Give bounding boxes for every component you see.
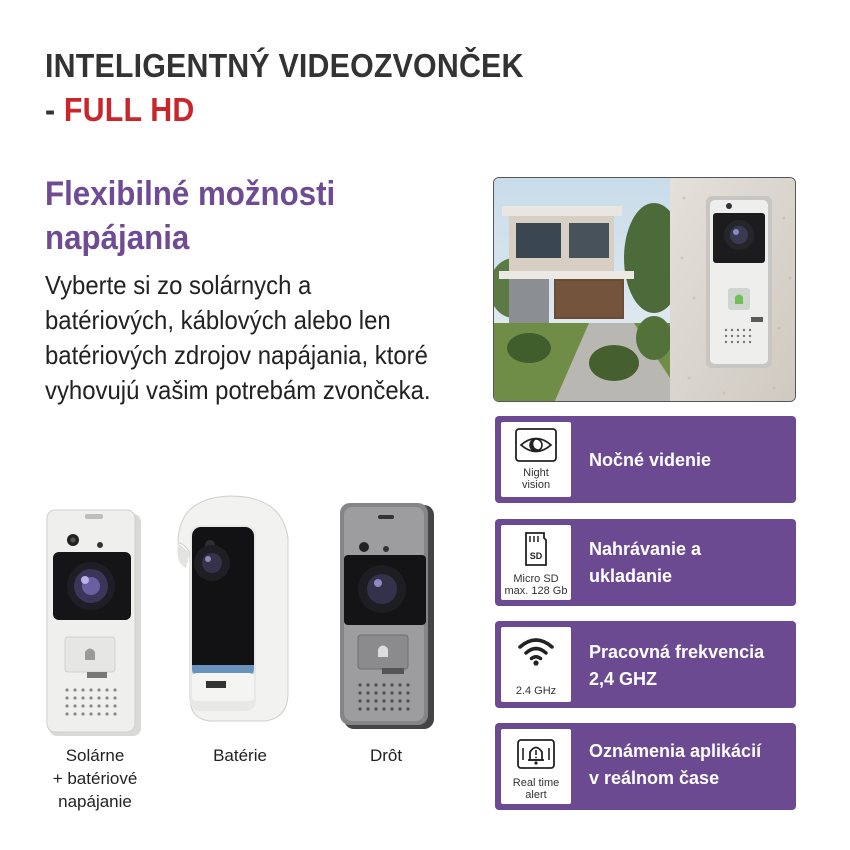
feature-label (589, 639, 764, 693)
feature-label (589, 738, 761, 792)
device-caption-line: napájanie (58, 792, 132, 811)
icon-caption-line: Real time (512, 777, 560, 789)
house-doorbell-photo (493, 177, 796, 402)
title-accent: FULL HD (63, 91, 195, 128)
feature-label (589, 447, 711, 474)
section-heading: Flexibilné možnosti napájania (45, 175, 336, 257)
feature-label-line: v reálnom čase (589, 768, 720, 788)
title-line-2 (45, 88, 524, 132)
doorbell-battery-device (170, 493, 295, 738)
feature-label-line: Oznámenia aplikácií (589, 741, 762, 761)
page-title (45, 44, 524, 132)
feature-label-line: Nočné videnie (589, 450, 712, 470)
device-caption-line: + batériové (52, 769, 138, 788)
title-line-1: INTELIGENTNÝ VIDEOZVONČEK (45, 47, 524, 84)
icon-caption-line: Micro SD (513, 573, 559, 585)
feature-micro-sd (495, 519, 796, 606)
feature-label-line: Nahrávanie a (589, 539, 702, 559)
wifi-icon (515, 633, 557, 669)
feature-icon-box (501, 525, 571, 600)
icon-caption (501, 685, 571, 697)
sd-card-icon (515, 531, 557, 567)
svg-text:SD: SD (529, 551, 543, 561)
device-caption-line: Batérie (213, 746, 267, 765)
feature-icon-box (501, 627, 571, 702)
doorbell-solar-device (45, 502, 145, 742)
feature-real-time-alert (495, 723, 796, 810)
feature-night-vision (495, 416, 796, 503)
icon-caption (501, 573, 571, 597)
feature-label-line: 2,4 GHZ (589, 669, 658, 689)
icon-caption-line: vision (521, 479, 551, 491)
feature-wifi-frequency (495, 621, 796, 708)
icon-caption-line: max. 128 Gb (504, 585, 568, 597)
icon-caption-line: Night (523, 467, 549, 479)
feature-label-line: Pracovná frekvencia (589, 642, 765, 662)
device-caption-wired (326, 744, 446, 767)
icon-caption (501, 467, 571, 491)
feature-label-line: ukladanie (589, 566, 673, 586)
doorbell-wired-device (338, 501, 438, 736)
icon-caption-line: alert (525, 789, 547, 801)
device-caption-battery (180, 744, 300, 767)
alert-icon (515, 735, 557, 771)
device-caption-solar (35, 744, 155, 813)
feature-label (589, 536, 701, 590)
title-prefix: - (45, 91, 64, 128)
feature-icon-box (501, 422, 571, 497)
icon-caption-line: 2.4 GHz (515, 685, 557, 697)
feature-icon-box (501, 729, 571, 804)
night-vision-icon (515, 428, 557, 462)
device-caption-line: Solárne (65, 746, 125, 765)
section-body: Vyberte si zo solárnych a batériových, káblových alebo len batériových zdrojov napájania, ktoré vyhovujú vašim potrebám zvončeka. (45, 270, 431, 405)
device-caption-line: Drôt (369, 746, 403, 765)
icon-caption (501, 777, 571, 801)
